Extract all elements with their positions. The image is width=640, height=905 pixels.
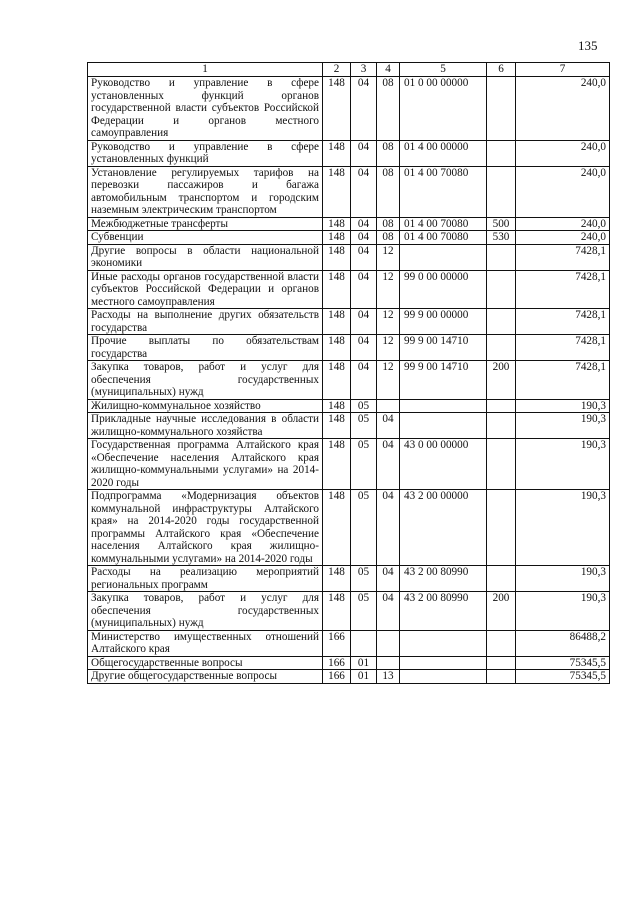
section-code-cell: 05	[351, 592, 377, 631]
target-article-cell: 43 2 00 80990	[400, 592, 487, 631]
subsection-code-cell: 08	[377, 140, 400, 166]
section-code-cell: 04	[351, 231, 377, 245]
ministry-code-cell: 148	[323, 244, 351, 270]
target-article-cell: 43 0 00 00000	[400, 439, 487, 490]
column-header: 6	[487, 63, 516, 77]
ministry-code-cell: 148	[323, 335, 351, 361]
target-article-cell	[400, 670, 487, 684]
amount-cell: 7428,1	[516, 335, 610, 361]
item-name-cell: Расходы на реализацию мероприятий региональных программ	[88, 566, 323, 592]
item-name-cell: Государственная программа Алтайского края «Обеспечение населения Алтайского края жилищно-коммунальными услугами» на 2014-2020 годы	[88, 439, 323, 490]
item-name-cell: Жилищно-коммунальное хозяйство	[88, 399, 323, 413]
target-article-cell	[400, 656, 487, 670]
amount-cell: 240,0	[516, 77, 610, 141]
subsection-code-cell: 08	[377, 231, 400, 245]
amount-cell: 190,3	[516, 490, 610, 566]
target-article-cell: 43 2 00 00000	[400, 490, 487, 566]
target-article-cell: 99 0 00 00000	[400, 270, 487, 309]
amount-cell: 86488,2	[516, 630, 610, 656]
ministry-code-cell: 148	[323, 270, 351, 309]
subsection-code-cell: 08	[377, 166, 400, 217]
table-row	[88, 592, 610, 631]
target-article-cell	[400, 244, 487, 270]
expense-type-cell	[487, 77, 516, 141]
target-article-cell: 01 4 00 70080	[400, 231, 487, 245]
section-code-cell: 05	[351, 413, 377, 439]
target-article-cell: 01 4 00 70080	[400, 217, 487, 231]
expense-type-cell	[487, 439, 516, 490]
table-row	[88, 335, 610, 361]
amount-cell: 190,3	[516, 566, 610, 592]
subsection-code-cell: 13	[377, 670, 400, 684]
amount-cell: 240,0	[516, 231, 610, 245]
ministry-code-cell: 166	[323, 670, 351, 684]
ministry-code-cell: 148	[323, 231, 351, 245]
amount-cell: 190,3	[516, 592, 610, 631]
item-name-cell: Закупка товаров, работ и услуг для обеспечения государственных (муниципальных) нужд	[88, 361, 323, 400]
target-article-cell: 01 0 00 00000	[400, 77, 487, 141]
expense-type-cell	[487, 490, 516, 566]
table-row	[88, 166, 610, 217]
table-row	[88, 309, 610, 335]
subsection-code-cell	[377, 399, 400, 413]
expense-type-cell	[487, 335, 516, 361]
column-header: 2	[323, 63, 351, 77]
table-row	[88, 439, 610, 490]
expense-type-cell	[487, 566, 516, 592]
ministry-code-cell: 148	[323, 399, 351, 413]
section-code-cell: 05	[351, 566, 377, 592]
subsection-code-cell	[377, 656, 400, 670]
item-name-cell: Закупка товаров, работ и услуг для обеспечения государственных (муниципальных) нужд	[88, 592, 323, 631]
column-header: 5	[400, 63, 487, 77]
table-row	[88, 217, 610, 231]
ministry-code-cell: 148	[323, 361, 351, 400]
table-row	[88, 231, 610, 245]
item-name-cell: Прикладные научные исследования в области жилищно-коммунального хозяйства	[88, 413, 323, 439]
ministry-code-cell: 148	[323, 77, 351, 141]
table-row	[88, 670, 610, 684]
table-header-row	[88, 63, 610, 77]
item-name-cell: Установление регулируемых тарифов на перевозки пассажиров и багажа автомобильным транспортом и городским наземным электрическим транспортом	[88, 166, 323, 217]
table-row	[88, 361, 610, 400]
subsection-code-cell: 04	[377, 439, 400, 490]
target-article-cell	[400, 413, 487, 439]
target-article-cell: 99 9 00 14710	[400, 361, 487, 400]
subsection-code-cell: 04	[377, 592, 400, 631]
section-code-cell: 05	[351, 490, 377, 566]
amount-cell: 190,3	[516, 399, 610, 413]
section-code-cell: 05	[351, 399, 377, 413]
item-name-cell: Расходы на выполнение других обязательств государства	[88, 309, 323, 335]
amount-cell: 75345,5	[516, 656, 610, 670]
expense-type-cell: 500	[487, 217, 516, 231]
table-row	[88, 656, 610, 670]
expense-type-cell: 530	[487, 231, 516, 245]
expense-type-cell: 200	[487, 592, 516, 631]
expense-type-cell	[487, 656, 516, 670]
target-article-cell: 01 4 00 00000	[400, 140, 487, 166]
section-code-cell: 05	[351, 439, 377, 490]
amount-cell: 7428,1	[516, 361, 610, 400]
table-body	[88, 77, 610, 684]
expense-type-cell	[487, 270, 516, 309]
item-name-cell: Руководство и управление в сфере установленных функций	[88, 140, 323, 166]
subsection-code-cell: 04	[377, 413, 400, 439]
column-header: 3	[351, 63, 377, 77]
ministry-code-cell: 148	[323, 566, 351, 592]
subsection-code-cell: 12	[377, 361, 400, 400]
section-code-cell: 04	[351, 361, 377, 400]
subsection-code-cell: 12	[377, 335, 400, 361]
item-name-cell: Другие вопросы в области национальной экономики	[88, 244, 323, 270]
amount-cell: 190,3	[516, 439, 610, 490]
subsection-code-cell: 04	[377, 490, 400, 566]
expense-type-cell	[487, 670, 516, 684]
table-row	[88, 77, 610, 141]
ministry-code-cell: 148	[323, 439, 351, 490]
page-number: 135	[578, 38, 598, 53]
subsection-code-cell: 08	[377, 217, 400, 231]
column-header: 7	[516, 63, 610, 77]
amount-cell: 7428,1	[516, 244, 610, 270]
item-name-cell: Общегосударственные вопросы	[88, 656, 323, 670]
target-article-cell: 43 2 00 80990	[400, 566, 487, 592]
section-code-cell: 04	[351, 335, 377, 361]
item-name-cell: Руководство и управление в сфере установленных функций органов государственной власти субъектов Российской Федерации и органов местного самоуправления	[88, 77, 323, 141]
target-article-cell	[400, 399, 487, 413]
amount-cell: 240,0	[516, 140, 610, 166]
expense-type-cell	[487, 630, 516, 656]
ministry-code-cell: 148	[323, 413, 351, 439]
section-code-cell: 01	[351, 656, 377, 670]
item-name-cell: Прочие выплаты по обязательствам государства	[88, 335, 323, 361]
ministry-code-cell: 148	[323, 140, 351, 166]
item-name-cell: Министерство имущественных отношений Алтайского края	[88, 630, 323, 656]
expense-type-cell	[487, 399, 516, 413]
section-code-cell	[351, 630, 377, 656]
table-row	[88, 566, 610, 592]
table-row	[88, 630, 610, 656]
item-name-cell: Субвенции	[88, 231, 323, 245]
item-name-cell: Иные расходы органов государственной власти субъектов Российской Федерации и органов местного самоуправления	[88, 270, 323, 309]
subsection-code-cell: 08	[377, 77, 400, 141]
amount-cell: 7428,1	[516, 309, 610, 335]
subsection-code-cell: 12	[377, 244, 400, 270]
section-code-cell: 04	[351, 166, 377, 217]
expense-type-cell	[487, 244, 516, 270]
section-code-cell: 04	[351, 217, 377, 231]
section-code-cell: 01	[351, 670, 377, 684]
subsection-code-cell: 12	[377, 270, 400, 309]
section-code-cell: 04	[351, 244, 377, 270]
expense-type-cell	[487, 309, 516, 335]
amount-cell: 75345,5	[516, 670, 610, 684]
subsection-code-cell	[377, 630, 400, 656]
expense-type-cell	[487, 166, 516, 217]
ministry-code-cell: 148	[323, 490, 351, 566]
amount-cell: 240,0	[516, 217, 610, 231]
table-row	[88, 490, 610, 566]
target-article-cell: 99 9 00 00000	[400, 309, 487, 335]
amount-cell: 240,0	[516, 166, 610, 217]
column-header: 1	[88, 63, 323, 77]
target-article-cell: 01 4 00 70080	[400, 166, 487, 217]
ministry-code-cell: 166	[323, 656, 351, 670]
section-code-cell: 04	[351, 77, 377, 141]
section-code-cell: 04	[351, 140, 377, 166]
section-code-cell: 04	[351, 270, 377, 309]
subsection-code-cell: 12	[377, 309, 400, 335]
target-article-cell: 99 9 00 14710	[400, 335, 487, 361]
expense-type-cell	[487, 413, 516, 439]
budget-table	[87, 62, 610, 684]
target-article-cell	[400, 630, 487, 656]
subsection-code-cell: 04	[377, 566, 400, 592]
table-row	[88, 270, 610, 309]
item-name-cell: Межбюджетные трансферты	[88, 217, 323, 231]
ministry-code-cell: 148	[323, 592, 351, 631]
table-row	[88, 399, 610, 413]
item-name-cell: Другие общегосударственные вопросы	[88, 670, 323, 684]
column-header: 4	[377, 63, 400, 77]
section-code-cell: 04	[351, 309, 377, 335]
ministry-code-cell: 166	[323, 630, 351, 656]
amount-cell: 190,3	[516, 413, 610, 439]
item-name-cell: Подпрограмма «Модернизация объектов коммунальной инфраструктуры Алтайского края» на 2014-2020 годы государственной программы Алтайского края «Обеспечение населения Алтайского края жилищно-коммунальными услугами» на 2014-2020 годы	[88, 490, 323, 566]
ministry-code-cell: 148	[323, 309, 351, 335]
table-row	[88, 244, 610, 270]
table-row	[88, 413, 610, 439]
ministry-code-cell: 148	[323, 217, 351, 231]
ministry-code-cell: 148	[323, 166, 351, 217]
amount-cell: 7428,1	[516, 270, 610, 309]
table-row	[88, 140, 610, 166]
expense-type-cell	[487, 140, 516, 166]
expense-type-cell: 200	[487, 361, 516, 400]
